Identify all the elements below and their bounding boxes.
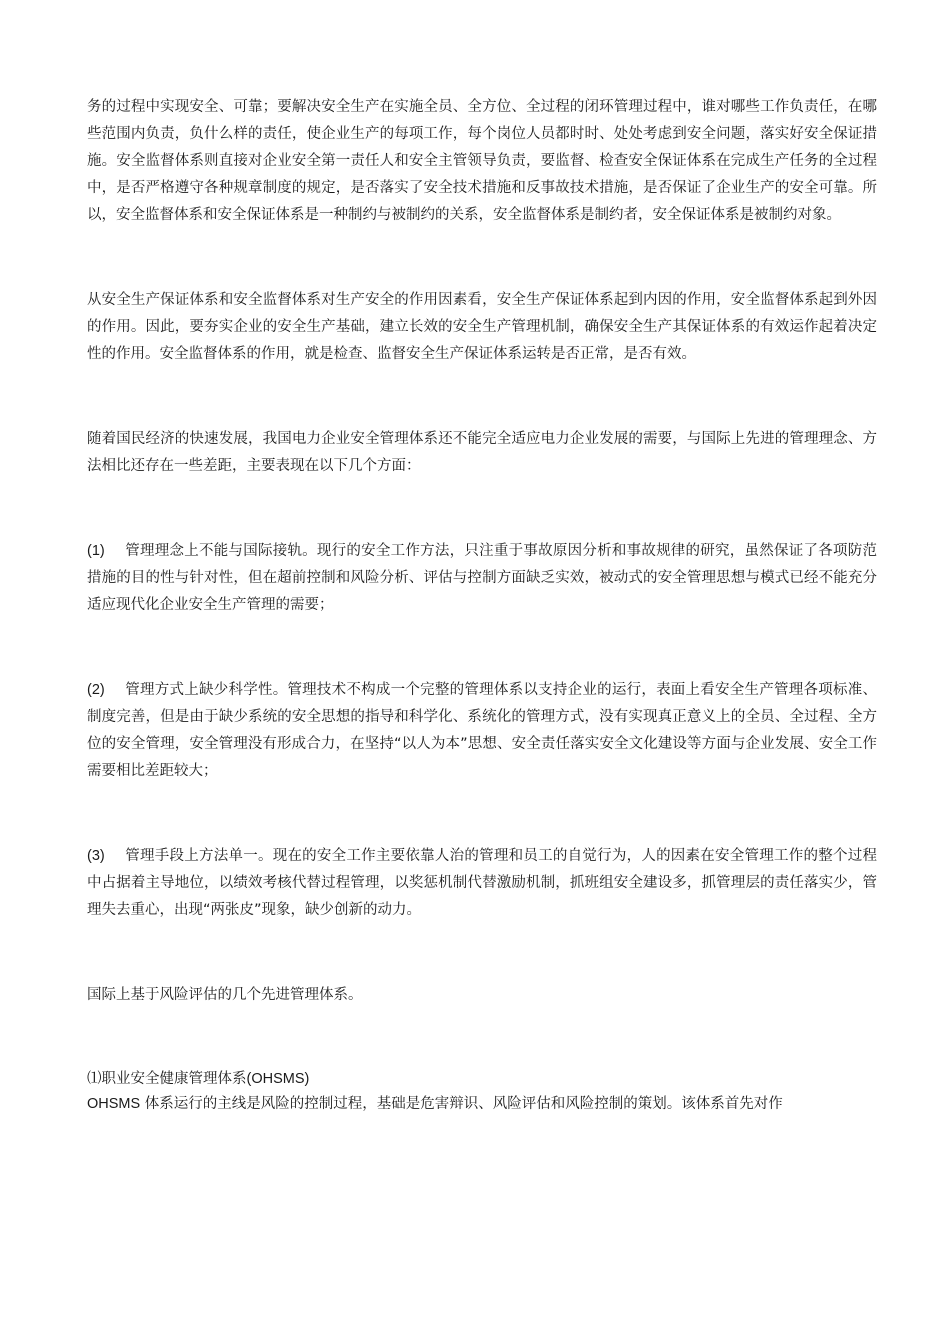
list-item-3 [87,843,877,924]
section-subheading [87,1067,877,1091]
paragraph-gap [87,619,877,677]
paragraph-gap [87,480,877,538]
list-item-text: 管理理念上不能与国际接轨。现行的安全工作方法，只注重于事故原因分析和事故规律的研究，虽然保证了各项防范措施的目的性与针对性，但在超前控制和风险分析、评估与控制方面缺乏实效，被动式的安全管理思想与模式已经不能充分适应现代化企业安全生产管理的需要； [87,543,877,613]
list-item-1 [87,538,877,619]
paragraph-gap [87,229,877,287]
paragraph-gap [87,785,877,843]
list-item-text: 管理手段上方法单一。现在的安全工作主要依靠人治的管理和员工的自觉行为，人的因素在安全管理工作的整个过程中占据着主导地位，以绩效考核代替过程管理，以奖惩机制代替激励机制，抓班组安全建设多，抓管理层的责任落实少，管理失去重心，出现“两张皮”现象，缺少创新的动力。 [87,848,877,918]
list-item-number: (3) [87,848,105,864]
subheading-prefix: ⑴ [87,1071,102,1087]
list-item-number: (2) [87,682,105,698]
document-page [87,94,877,1118]
final-paragraph-text: 体系运行的主线是风险的控制过程，基础是危害辩识、风险评估和风险控制的策划。该体系首先对作 [140,1096,783,1112]
intro-line: 国际上基于风险评估的几个先进管理体系。 [87,987,363,1003]
final-paragraph [87,1091,877,1118]
list-item-text: 管理方式上缺少科学性。管理技术不构成一个完整的管理体系以支持企业的运行，表面上看安全生产管理各项标准、制度完善，但是由于缺少系统的安全思想的指导和科学化、系统化的管理方式，没有实现真正意义上的全员、全过程、全方位的安全管理，安全管理没有形成合力，在坚持“以人为本”思想、安全责任落实安全文化建设等方面与企业发展、安全工作需要相比差距较大； [87,682,877,779]
subheading-text: 职业安全健康管理体系 [101,1071,247,1087]
paragraph-2: 从安全生产保证体系和安全监督体系对生产安全的作用因素看，安全生产保证体系起到内因的作用，安全监督体系起到外因的作用。因此，要夯实企业的安全生产基础，建立长效的安全生产管理机制，确保安全生产其保证体系的有效运作起着决定性的作用。安全监督体系的作用，就是检查、监督安全生产保证体系运转是否正常，是否有效。 [87,292,877,362]
paragraph-gap [87,368,877,426]
paragraph-3: 随着国民经济的快速发展，我国电力企业安全管理体系还不能完全适应电力企业发展的需要，与国际上先进的管理理念、方法相比还存在一些差距，主要表现在以下几个方面： [87,431,877,474]
list-item-2 [87,677,877,785]
list-item-number: (1) [87,543,105,559]
subheading-abbr: (OHSMS) [246,1071,310,1087]
paragraph-gap [87,924,877,982]
paragraph-1: 务的过程中实现安全、可靠；要解决安全生产在实施全员、全方位、全过程的闭环管理过程中，谁对哪些工作负责任，在哪些范围内负责，负什么样的责任，使企业生产的每项工作，每个岗位人员都时时、处处考虑到安全问题，落实好安全保证措施。安全监督体系则直接对企业安全第一责任人和安全主管领导负责，要监督、检查安全保证体系在完成生产任务的全过程中，是否严格遵守各种规章制度的规定，是否落实了安全技术措施和反事故技术措施，是否保证了企业生产的安全可靠。所以，安全监督体系和安全保证体系是一种制约与被制约的关系，安全监督体系是制约者，安全保证体系是被制约对象。 [87,99,877,223]
paragraph-gap [87,1009,877,1067]
final-paragraph-abbr: OHSMS [87,1096,141,1112]
